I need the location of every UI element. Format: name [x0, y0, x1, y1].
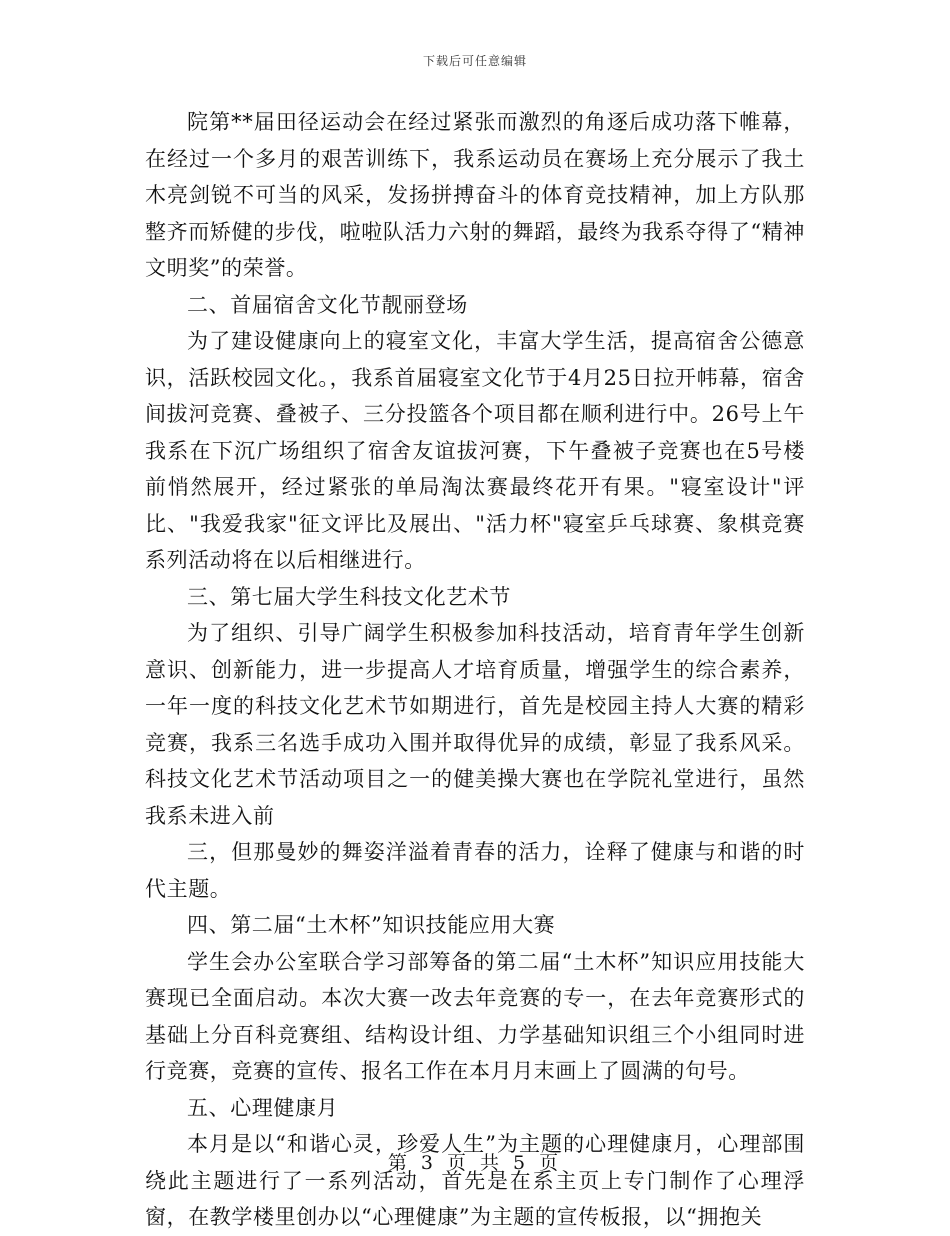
section-heading-tech-festival: 三、第七届大学生科技文化艺术节	[187, 584, 511, 609]
page-header: 下载后可任意编辑	[422, 54, 527, 68]
section-heading-mental-health: 五、心理健康月	[187, 1095, 339, 1120]
page-number: 第 3 页 共 5 页	[387, 1152, 563, 1174]
paragraph-dorm-festival: 为了建设健康向上的寝室文化，丰富大学生活，提高宿舍公德意识，活跃校园文化。，我系首届寝室文化节于4月25日拉开帏幕，宿舍间拔河竞赛、叠被子、三分投篮各个项目都在顺利进行中。26号上午我系在下沉广场组织了宿舍友谊拔河赛，下午叠被子竞赛也在5号楼前悄然展开，经过紧张的单局淘汰赛最终花开有果。"寝室设计"评比、"我爱我家"征文评比及展出、"活力杯"寝室乒乓球赛、象棋竞赛系列活动将在以后相继进行。	[145, 329, 805, 572]
paragraph-tumu-cup: 学生会办公室联合学习部筹备的第二届“土木杯”知识应用技能大赛现已全面启动。本次大赛一改去年竞赛的专一，在去年竞赛形式的基础上分百科竞赛组、结构设计组、力学基础知识组三个小组同时进行竞赛，竞赛的宣传、报名工作在本月月末画上了圆满的句号。	[145, 949, 805, 1083]
paragraph-aerobics: 三，但那曼妙的舞姿洋溢着青春的活力，诠释了健康与和谐的时代主题。	[145, 840, 805, 901]
paragraph-sports-meet: 院第**届田径运动会在经过紧张而激烈的角逐后成功落下帷幕，在经过一个多月的艰苦训练下，我系运动员在赛场上充分展示了我土木亮剑锐不可当的风采，发扬拼搏奋斗的体育竞技精神，加上方队那整齐而矫健的步伐，啦啦队活力六射的舞蹈，最终为我系夺得了“精神文明奖”的荣誉。	[145, 110, 805, 280]
section-heading-dorm-festival: 二、首届宿舍文化节靓丽登场	[187, 292, 468, 317]
section-heading-tumu-cup: 四、第二届“土木杯”知识技能应用大赛	[187, 913, 556, 937]
document-body	[145, 104, 805, 1236]
paragraph-mental-health: 本月是以“和谐心灵，珍爱人生”为主题的心理健康月，心理部围绕此主题进行了一系列活动，首先是在系主页上专门制作了心理浮窗，在教学楼里创办以“心理健康”为主题的宣传板报，以“拥抱关	[145, 1132, 805, 1229]
paragraph-tech-festival: 为了组织、引导广阔学生积极参加科技活动，培育青年学生创新意识、创新能力，进一步提高人才培育质量，增强学生的综合素养，一年一度的科技文化艺术节如期进行，首先是校园主持人大赛的精彩竞赛，我系三名选手成功入围并取得优异的成绩，彰显了我系风采。科技文化艺术节活动项目之一的健美操大赛也在学院礼堂进行，虽然我系未进入前	[145, 621, 805, 828]
